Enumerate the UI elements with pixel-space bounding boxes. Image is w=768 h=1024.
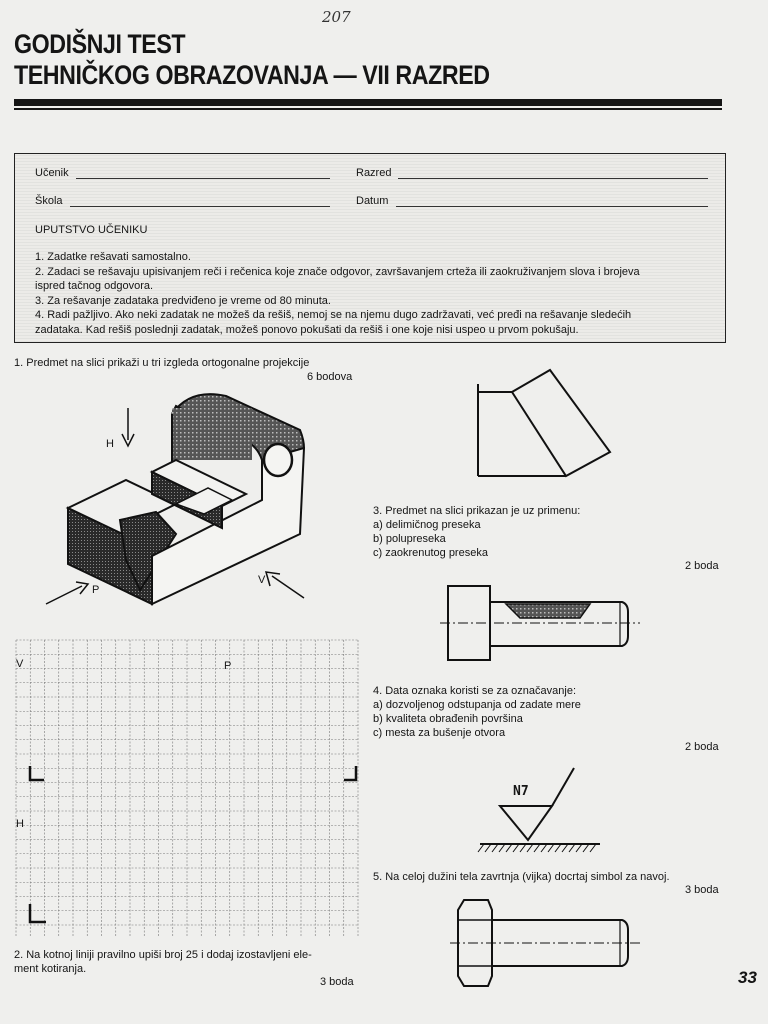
question-1-text: 1. Predmet na slici prikaži u tri izgleda ortogonalne projekcije (14, 357, 310, 369)
instruction-item: ispred tačnog odgovora. (35, 280, 154, 292)
question-4-option-c[interactable]: c) mesta za bušenje otvora (373, 727, 506, 739)
question-2-line2: ment kotiranja. (14, 963, 87, 975)
instruction-item: 4. Radi pažljivo. Ako neki zadatak ne možeš da rešiš, nemoj se na njemu dugo zadržavati, već pređi na rešavanje sledećih (35, 309, 632, 321)
page-number: 33 (738, 968, 757, 987)
question-3-points: 2 boda (685, 560, 719, 572)
view-h-label: H (106, 438, 114, 450)
question-4-option-a[interactable]: a) dozvoljenog odstupanja od zadate mere (373, 699, 581, 711)
page-title-line2: TEHNIČKOG OBRAZOVANJA — VII RAZRED (14, 60, 490, 90)
question-3-text: 3. Predmet na slici prikazan je uz primenu: (373, 505, 581, 517)
instruction-item: 2. Zadaci se rešavaju upisivanjem reči i rečenica koje znače odgovor, završavanjem crteža ili zaokruživanjem slova i brojeva (35, 265, 640, 278)
instruction-item: 1. Zadatke rešavati samostalno. (35, 251, 191, 263)
instructions-heading: UPUTSTVO UČENIKU (35, 224, 148, 236)
class-label: Razred (356, 167, 392, 179)
handwritten-note: 207 (322, 8, 351, 26)
instruction-item: zadataka. Kad rešiš poslednji zadatak, možeš ponovo pokušati da rešiš i one koje nisi uspeo u prvom pokušaju. (35, 323, 579, 336)
school-label: Škola (35, 195, 63, 207)
grid-h-label: H (16, 818, 24, 830)
question-2-points: 3 boda (320, 976, 354, 988)
student-label: Učenik (35, 167, 69, 179)
question-2-line1: 2. Na kotnoj liniji pravilno upiši broj 25 i dodaj izostavljeni ele- (14, 949, 312, 961)
question-3-option-c[interactable]: c) zaokrenutog preseka (373, 547, 488, 559)
question-1-points: 6 bodova (307, 371, 353, 383)
view-p-label: P (92, 584, 100, 596)
question-3-option-b[interactable]: b) polupreseka (373, 533, 446, 545)
question-4-text: 4. Data oznaka koristi se za označavanje: (373, 685, 577, 697)
question-4-points: 2 boda (685, 741, 719, 753)
question-3-option-a[interactable]: a) delimičnog preseka (373, 519, 481, 531)
question-5-text: 5. Na celoj dužini tela zavrtnja (vijka) docrtaj simbol za navoj. (373, 871, 670, 883)
grid-p-label: P (224, 660, 232, 672)
instruction-item: 3. Za rešavanje zadataka predviđeno je vreme od 80 minuta. (35, 294, 331, 307)
question-4-option-b[interactable]: b) kvaliteta obrađenih površina (373, 713, 523, 725)
surface-finish-label: N7 (513, 784, 529, 799)
question-5-points: 3 boda (685, 884, 719, 896)
date-label: Datum (356, 195, 389, 207)
grid-v-label: V (16, 658, 24, 670)
view-v-label: V (258, 574, 266, 586)
page-title-line1: GODIŠNJI TEST (14, 29, 186, 59)
